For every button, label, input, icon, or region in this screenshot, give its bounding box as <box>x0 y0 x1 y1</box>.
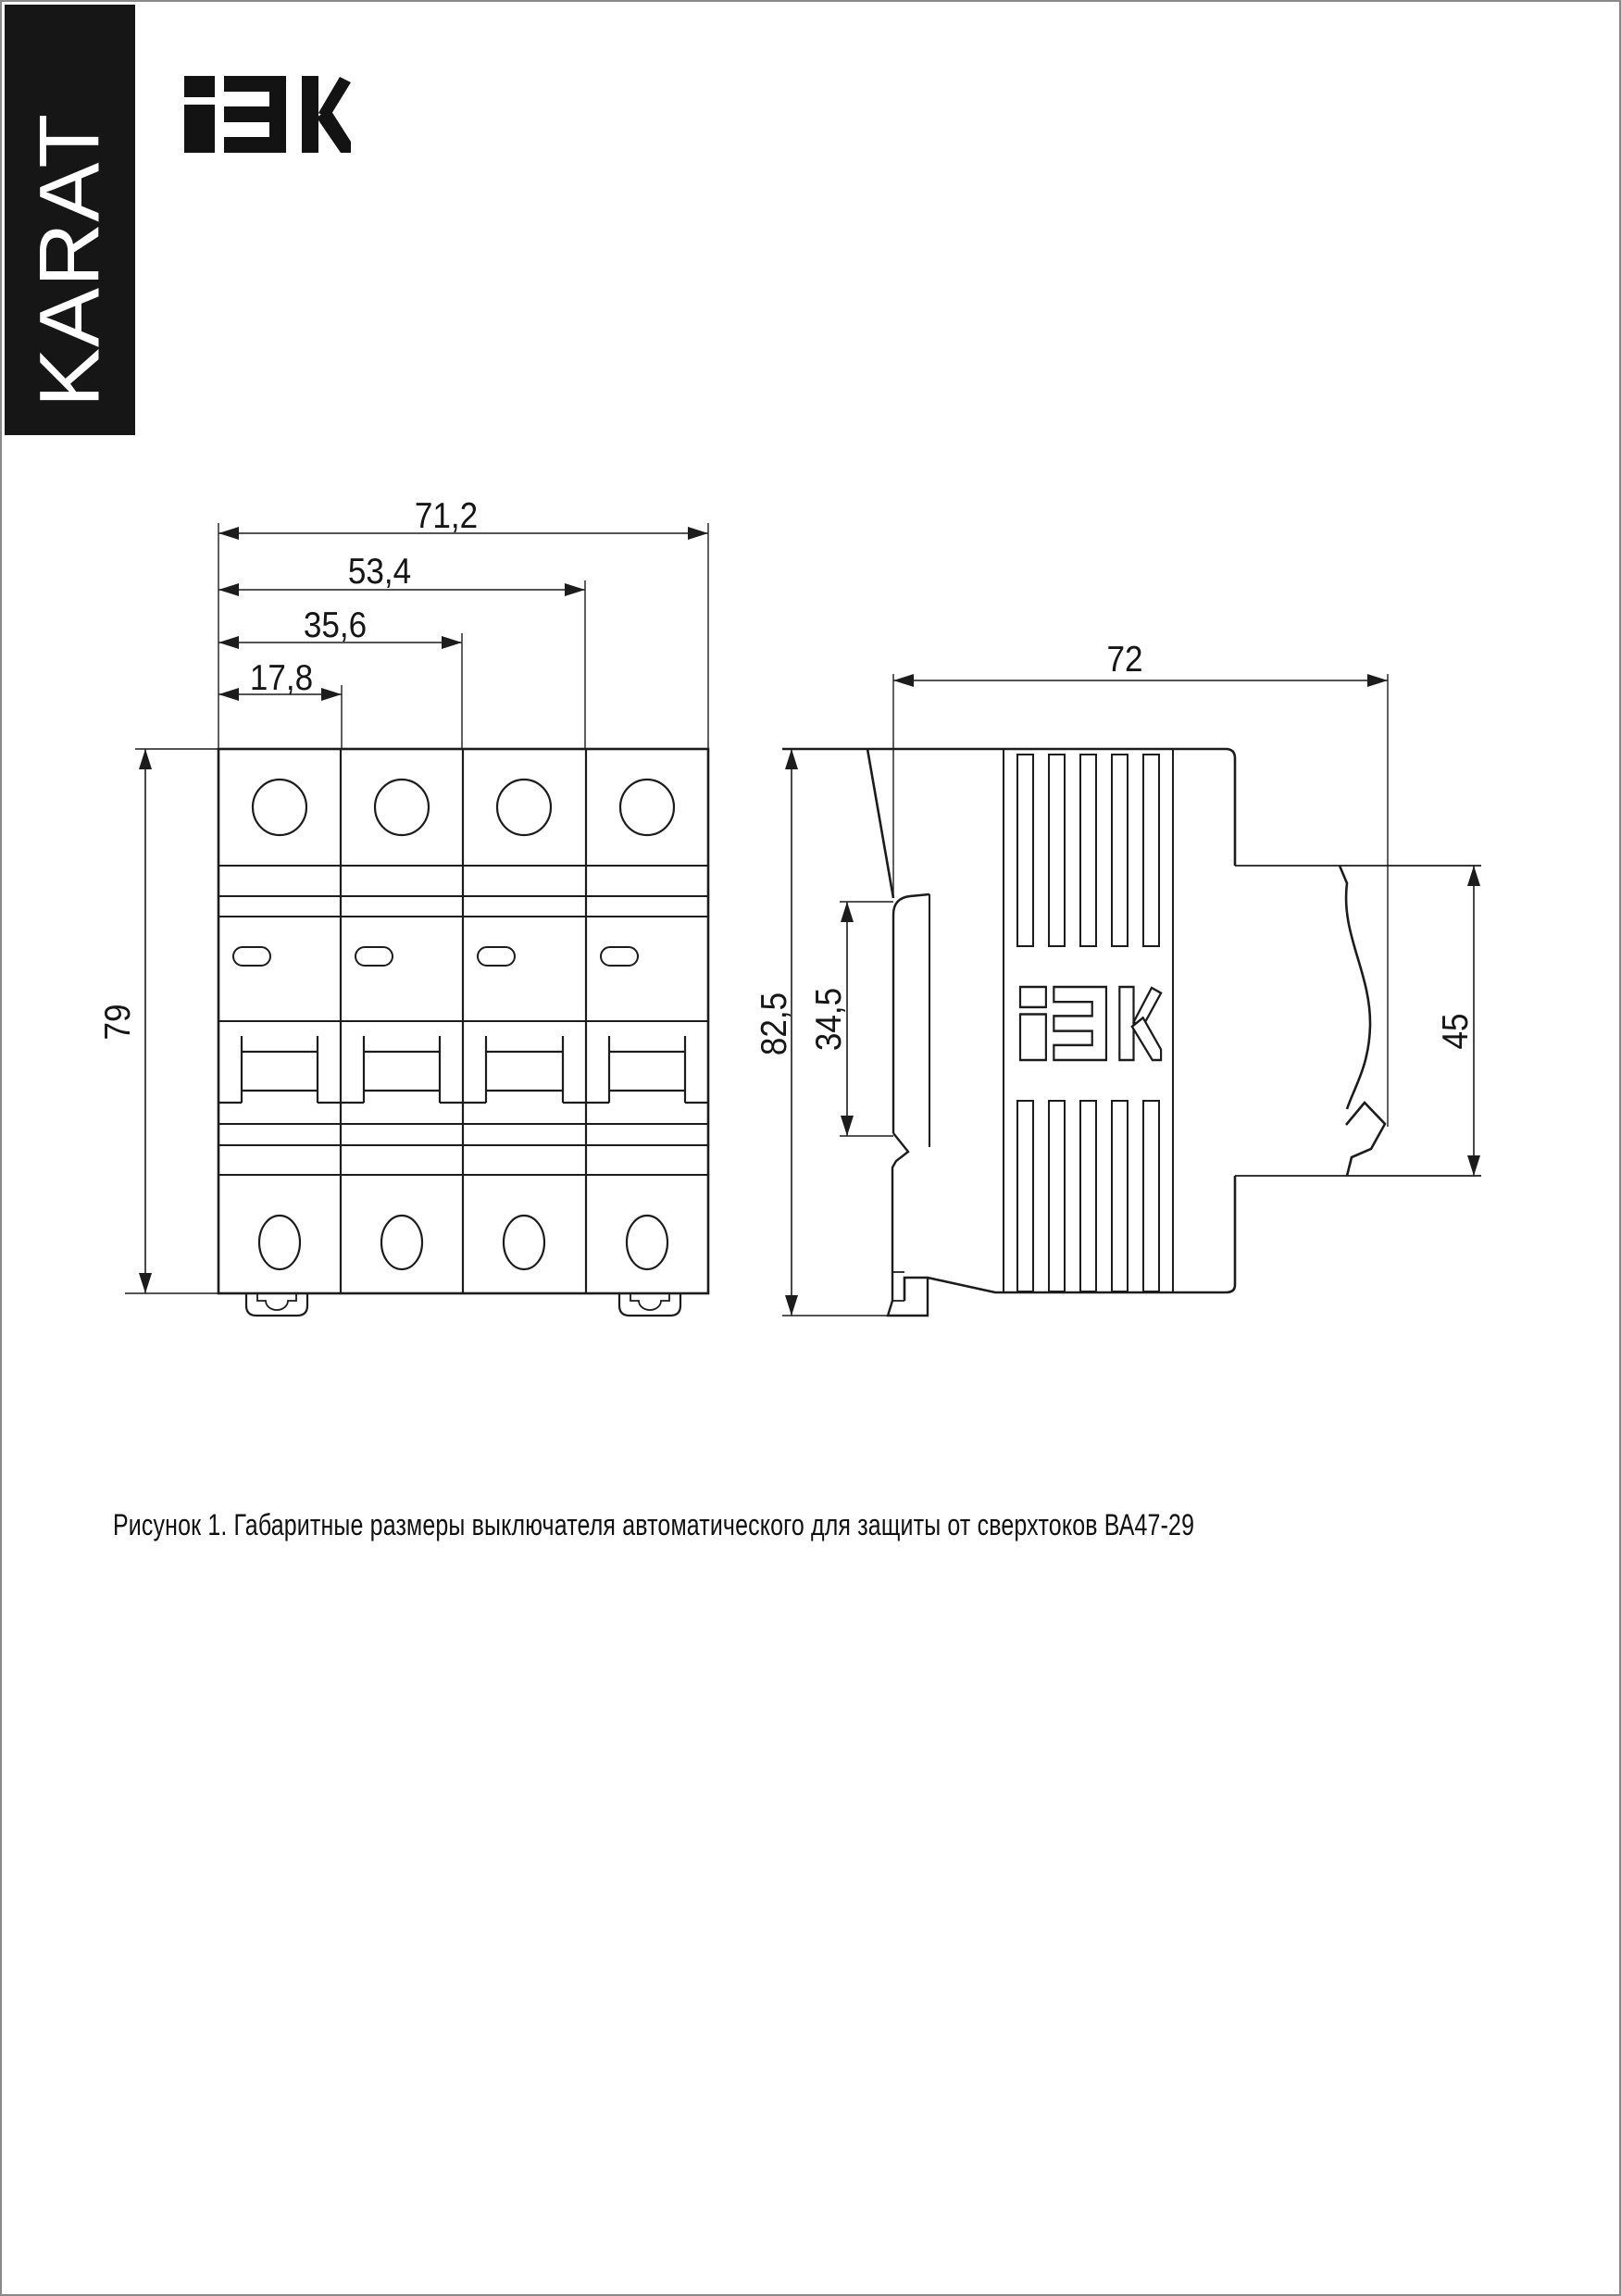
dim-front-width-two-poles: 35,6 <box>303 605 368 645</box>
iek-logo-outline <box>1020 987 1161 1060</box>
dim-front-width-three-poles: 53,4 <box>347 552 412 592</box>
dim-side-din-channel-height: 34,5 <box>809 987 849 1052</box>
dim-front-width-one-pole: 17,8 <box>249 658 314 698</box>
dim-front-total-width: 71,2 <box>414 496 479 536</box>
brand-vertical-label: KARAT <box>22 113 118 407</box>
figure-caption: Рисунок 1. Габаритные размеры выключателя автоматического для защиты от сверхтоков ВА47-29 <box>113 1508 1195 1541</box>
dimension-drawing <box>2 2 1621 2296</box>
dimension-lines <box>145 533 1474 1316</box>
dim-side-height: 82,5 <box>754 992 794 1056</box>
front-view-linework <box>218 749 708 1316</box>
dim-front-height: 79 <box>98 1004 138 1041</box>
dim-side-depth: 72 <box>1106 640 1143 680</box>
dim-side-front-face-height: 45 <box>1436 1013 1476 1050</box>
